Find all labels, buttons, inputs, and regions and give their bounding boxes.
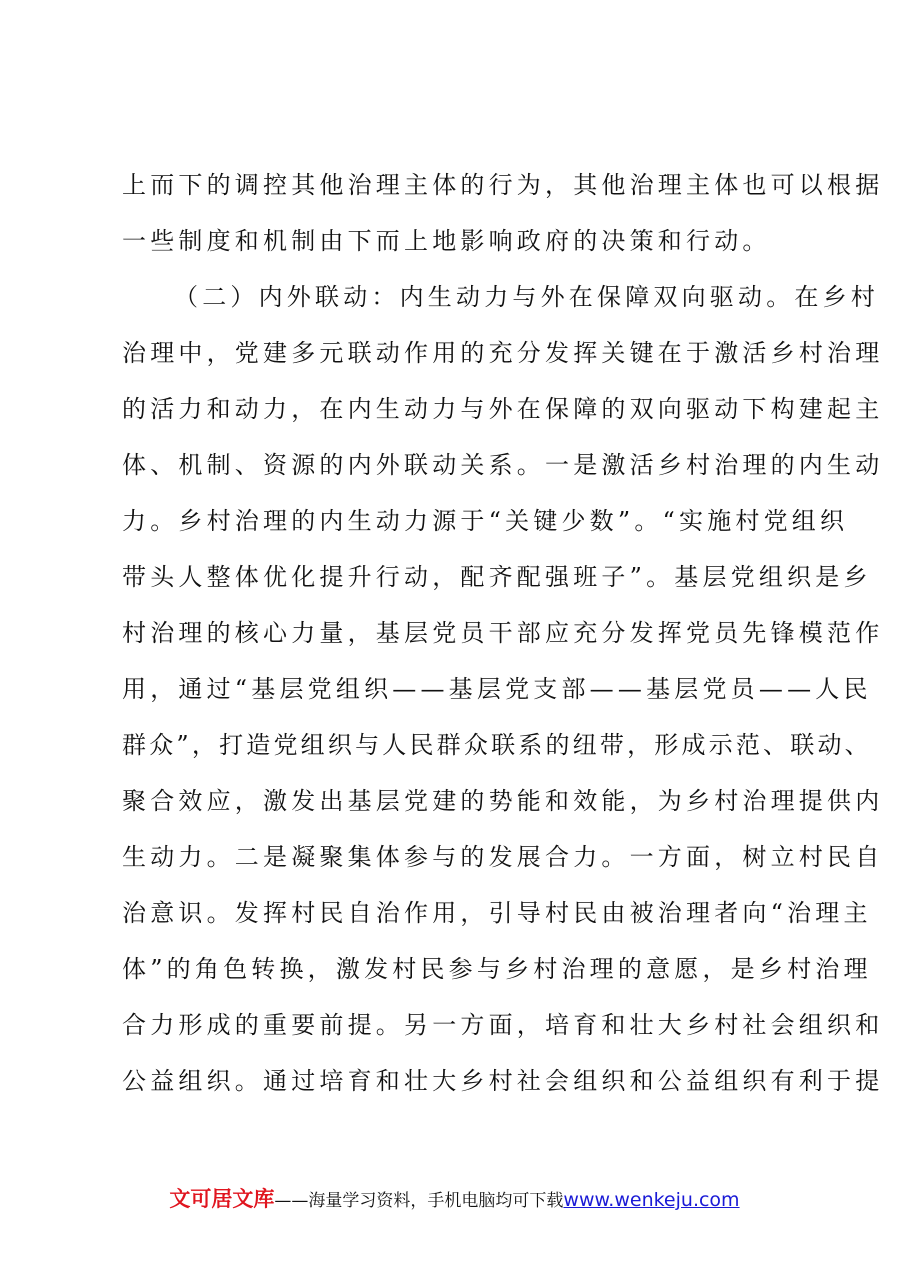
text-line: 体、机制、资源的内外联动关系。一是激活乡村治理的内生动 bbox=[122, 451, 884, 479]
text-line: 聚合效应，激发出基层党建的势能和效能，为乡村治理提供内 bbox=[122, 787, 884, 815]
brand-name: 文可居文库 bbox=[169, 1187, 275, 1211]
text-line: 力。乡村治理的内生动力源于“关键少数”。“实施村党组织 bbox=[122, 507, 849, 535]
text-line: 治理中，党建多元联动作用的充分发挥关键在于激活乡村治理 bbox=[122, 339, 884, 367]
text-line: 带头人整体优化提升行动，配齐配强班子”。基层党组织是乡 bbox=[122, 563, 872, 591]
footer-banner bbox=[0, 1183, 909, 1213]
text-line: 用，通过“基层党组织——基层党支部——基层党员——人民 bbox=[122, 675, 872, 703]
text-line: 合力形成的重要前提。另一方面，培育和壮大乡村社会组织和 bbox=[122, 1011, 884, 1039]
footer-slogan: 海量学习资料，手机电脑均可下载 bbox=[308, 1191, 564, 1211]
text-line: 的活力和动力，在内生动力与外在保障的双向驱动下构建起主 bbox=[122, 395, 884, 423]
text-line: 体”的角色转换，激发村民参与乡村治理的意愿，是乡村治理 bbox=[122, 955, 872, 983]
website-link[interactable]: www.wenkeju.com bbox=[563, 1189, 740, 1211]
text-line: 群众”，打造党组织与人民群众联系的纽带，形成示范、联动、 bbox=[122, 731, 872, 759]
text-line: 公益组织。通过培育和壮大乡村社会组织和公益组织有利于提 bbox=[122, 1067, 884, 1095]
footer-separator: —— bbox=[274, 1191, 309, 1211]
text-line: 上而下的调控其他治理主体的行为，其他治理主体也可以根据 bbox=[122, 171, 884, 199]
text-line: 治意识。发挥村民自治作用，引导村民由被治理者向“治理主 bbox=[122, 899, 872, 927]
text-line: 一些制度和机制由下而上地影响政府的决策和行动。 bbox=[122, 227, 771, 255]
text-line: 生动力。二是凝聚集体参与的发展合力。一方面，树立村民自 bbox=[122, 843, 884, 871]
section-heading-line: （二）内外联动：内生动力与外在保障双向驱动。在乡村 bbox=[174, 283, 879, 311]
text-line: 村治理的核心力量，基层党员干部应充分发挥党员先锋模范作 bbox=[122, 619, 884, 647]
